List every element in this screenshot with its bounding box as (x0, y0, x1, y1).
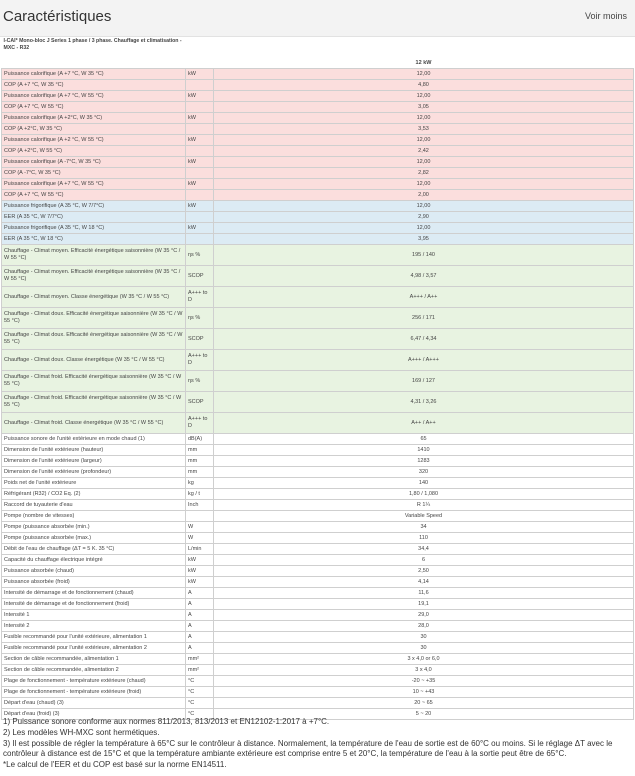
see-less-link[interactable]: Voir moins (584, 11, 627, 21)
spec-label: Fusible recommandé pour l'unité extérieure, alimentation 2 (2, 643, 186, 654)
table-row (2, 533, 634, 544)
spec-value: 12,00 (214, 69, 634, 80)
spec-value: 19,1 (214, 599, 634, 610)
spec-value: 12,00 (214, 113, 634, 124)
spec-unit: dB(A) (186, 434, 214, 445)
table-row (2, 632, 634, 643)
spec-unit: °C (186, 698, 214, 709)
spec-label: Puissance calorifique (A +7 °C, W 55 °C) (2, 179, 186, 190)
spec-unit: °C (186, 709, 214, 720)
spec-unit (186, 511, 214, 522)
spec-unit: kW (186, 157, 214, 168)
spec-label: Pompe (nombre de vitesses) (2, 511, 186, 522)
spec-label: Puissance calorifique (A +2 °C, W 55 °C) (2, 135, 186, 146)
spec-value: 4,31 / 3,26 (214, 392, 634, 413)
spec-unit: kW (186, 555, 214, 566)
table-row (2, 212, 634, 223)
spec-label: COP (A +7 °C, W 35 °C) (2, 80, 186, 91)
table-row (2, 102, 634, 113)
spec-label: Puissance sonore de l'unité extérieure en mode chaud (1) (2, 434, 186, 445)
spec-label: Raccord de tuyauterie d'eau (2, 500, 186, 511)
table-row (2, 69, 634, 80)
spec-label: Chauffage - Climat doux. Classe énergétique (W 35 °C / W 55 °C) (2, 350, 186, 371)
table-row (2, 157, 634, 168)
spec-unit: Inch (186, 500, 214, 511)
spec-label: Puissance frigorifique (A 35 °C, W 18 °C) (2, 223, 186, 234)
spec-label: Départ d'eau (chaud) (3) (2, 698, 186, 709)
spec-unit (186, 234, 214, 245)
spec-unit: mm (186, 456, 214, 467)
spec-label: Intensité de démarrage et de fonctionnement (chaud) (2, 588, 186, 599)
table-row (2, 308, 634, 329)
spec-value: 4,98 / 3,57 (214, 266, 634, 287)
table-row (2, 80, 634, 91)
table-row (2, 544, 634, 555)
spec-label: Fusible recommandé pour l'unité extérieure, alimentation 1 (2, 632, 186, 643)
spec-value: 29,0 (214, 610, 634, 621)
spec-label: Intensité de démarrage et de fonctionnement (froid) (2, 599, 186, 610)
spec-unit: mm (186, 445, 214, 456)
table-row (2, 621, 634, 632)
footnote-1: 1) Puissance sonore conforme aux normes 811/2013, 813/2013 et EN12102-1:2017 à +7°C. (3, 717, 330, 726)
table-row (2, 445, 634, 456)
spec-value: 12,00 (214, 157, 634, 168)
spec-value: 28,0 (214, 621, 634, 632)
spec-unit: A (186, 610, 214, 621)
table-row (2, 113, 634, 124)
spec-label: Dimension de l'unité extérieure (largeur) (2, 456, 186, 467)
spec-unit: kW (186, 113, 214, 124)
table-row (2, 676, 634, 687)
table-row (2, 245, 634, 266)
spec-label: Puissance absorbée (chaud) (2, 566, 186, 577)
table-row (2, 179, 634, 190)
spec-value: 256 / 171 (214, 308, 634, 329)
spec-label: Chauffage - Climat moyen. Efficacité énergétique saisonnière (W 35 °C / W 55 °C) (2, 266, 186, 287)
table-row (2, 577, 634, 588)
footnote-2: 2) Les modèles WH-MXC sont hermétiques. (3, 727, 160, 737)
spec-value: 3 x 4,0 (214, 665, 634, 676)
spec-value: 320 (214, 467, 634, 478)
section-header (0, 0, 635, 37)
spec-unit: ηs % (186, 371, 214, 392)
spec-unit: kg / t (186, 489, 214, 500)
table-row (2, 146, 634, 157)
table-row (2, 371, 634, 392)
spec-label: Puissance calorifique (A +7 °C, W 55 °C) (2, 91, 186, 102)
table-row (2, 234, 634, 245)
spec-unit: °C (186, 676, 214, 687)
spec-label: Chauffage - Climat moyen. Efficacité énergétique saisonnière (W 35 °C / W 55 °C) (2, 245, 186, 266)
spec-label: Puissance calorifique (A +2°C, W 35 °C) (2, 113, 186, 124)
spec-value: 12,00 (214, 179, 634, 190)
spec-label: Débit de l'eau de chauffage (ΔT = 5 K. 35 °C) (2, 544, 186, 555)
spec-unit: A+++ to D (186, 350, 214, 371)
table-row (2, 489, 634, 500)
spec-value: 3 x 4,0 or 6,0 (214, 654, 634, 665)
spec-label: Intensité 1 (2, 610, 186, 621)
spec-value: 2,82 (214, 168, 634, 179)
table-row (2, 478, 634, 489)
spec-value: 11,6 (214, 588, 634, 599)
spec-unit: L/min (186, 544, 214, 555)
spec-label: Plage de fonctionnement - température extérieure (froid) (2, 687, 186, 698)
spec-unit: kW (186, 91, 214, 102)
spec-unit: kg (186, 478, 214, 489)
specifications-body (2, 37, 634, 720)
model-title: I-CAI* Mono-bloc J Series 1 phase / 3 phase. Chauffage et climatisation - MXC - R32 (3, 38, 182, 51)
spec-unit: W (186, 522, 214, 533)
footnote-3: 3) Il est possible de régler la température à 65°C sur le contrôleur à distance. Normalement, la température de l'eau de sortie est de 60°C ou moins. Si le réglage ΔT avec le contrôleur à distance est de 15°C et que la température ambiante extérieure est comprise entre 5 et 20°C, la température de l'eau à la sortie peut être de 65°C. (3, 738, 613, 759)
spec-unit (186, 102, 214, 113)
footnotes (3, 717, 631, 771)
spec-label: COP (A +2°C, W 35 °C) (2, 124, 186, 135)
table-row (2, 201, 634, 212)
spec-value: 34,4 (214, 544, 634, 555)
spec-unit: A (186, 599, 214, 610)
spec-label: COP (A +2°C, W 55 °C) (2, 146, 186, 157)
table-row (2, 350, 634, 371)
spec-label: Dimension de l'unité extérieure (hauteur) (2, 445, 186, 456)
spec-label: COP (A -7°C, W 35 °C) (2, 168, 186, 179)
spec-label: Chauffage - Climat doux. Efficacité énergétique saisonnière (W 35 °C / W 55 °C) (2, 308, 186, 329)
spec-value: 5 ~ 20 (214, 709, 634, 720)
spec-unit: °C (186, 687, 214, 698)
spec-value: 195 / 140 (214, 245, 634, 266)
spec-unit: kW (186, 566, 214, 577)
spec-value: A+++ / A++ (214, 287, 634, 308)
table-row (2, 329, 634, 350)
spec-value: 4,80 (214, 80, 634, 91)
table-row (2, 643, 634, 654)
spec-unit (186, 190, 214, 201)
spec-label: Départ d'eau (froid) (3) (2, 709, 186, 720)
spec-unit (186, 168, 214, 179)
spec-label: COP (A +7 °C, W 55 °C) (2, 102, 186, 113)
spec-value: 20 ~ 65 (214, 698, 634, 709)
spec-value: 2,42 (214, 146, 634, 157)
spec-label: Puissance calorifique (A -7°C, W 35 °C) (2, 157, 186, 168)
spec-value: -20 ~ +35 (214, 676, 634, 687)
spec-unit: A+++ to D (186, 287, 214, 308)
spec-unit: A+++ to D (186, 413, 214, 434)
spec-unit: kW (186, 223, 214, 234)
spec-label: Dimension de l'unité extérieure (profondeur) (2, 467, 186, 478)
table-row (2, 124, 634, 135)
spec-value: 6,47 / 4,34 (214, 329, 634, 350)
spec-label: Chauffage - Climat doux. Efficacité énergétique saisonnière (W 35 °C / W 55 °C) (2, 329, 186, 350)
specifications-table (1, 37, 634, 720)
spec-label: Pompe (puissance absorbée (max.) (2, 533, 186, 544)
table-row (2, 467, 634, 478)
spec-unit (186, 124, 214, 135)
table-row (2, 500, 634, 511)
spec-unit: mm (186, 467, 214, 478)
spec-value: A+++ / A+++ (214, 350, 634, 371)
spec-value: 1283 (214, 456, 634, 467)
spec-value: A++ / A++ (214, 413, 634, 434)
table-row (2, 287, 634, 308)
spec-unit: kW (186, 135, 214, 146)
spec-unit: A (186, 643, 214, 654)
spec-unit: A (186, 588, 214, 599)
spec-unit: W (186, 533, 214, 544)
spec-label: Poids net de l'unité extérieure (2, 478, 186, 489)
spec-label: Chauffage - Climat froid. Efficacité énergétique saisonnière (W 35 °C / W 55 °C) (2, 371, 186, 392)
table-row (2, 413, 634, 434)
table-row (2, 456, 634, 467)
spec-label: Intensité 2 (2, 621, 186, 632)
table-row (2, 588, 634, 599)
table-row (2, 610, 634, 621)
spec-label: Puissance calorifique (A +7 °C, W 35 °C) (2, 69, 186, 80)
spec-label: Section de câble recommandée, alimentation 2 (2, 665, 186, 676)
spec-label: COP (A +7 °C, W 55 °C) (2, 190, 186, 201)
spec-unit: ηs % (186, 245, 214, 266)
table-title-row (2, 37, 634, 59)
table-header-row (2, 59, 634, 69)
spec-value: 10 ~ +43 (214, 687, 634, 698)
spec-label: Plage de fonctionnement - température extérieure (chaud) (2, 676, 186, 687)
spec-unit: mm² (186, 654, 214, 665)
spec-unit: A (186, 632, 214, 643)
spec-unit: kW (186, 577, 214, 588)
spec-value: 110 (214, 533, 634, 544)
spec-value: 1410 (214, 445, 634, 456)
spec-unit (186, 80, 214, 91)
spec-value: 169 / 127 (214, 371, 634, 392)
table-row (2, 266, 634, 287)
spec-label: Chauffage - Climat froid. Efficacité énergétique saisonnière (W 35 °C / W 55 °C) (2, 392, 186, 413)
table-row (2, 665, 634, 676)
spec-unit: ηs % (186, 308, 214, 329)
spec-unit: SCOP (186, 266, 214, 287)
spec-value: 12,00 (214, 201, 634, 212)
spec-value: 12,00 (214, 135, 634, 146)
section-title: Caractéristiques (3, 8, 112, 25)
spec-unit: kW (186, 69, 214, 80)
spec-unit: SCOP (186, 329, 214, 350)
spec-value: 1,80 / 1,080 (214, 489, 634, 500)
table-row (2, 511, 634, 522)
spec-value: 6 (214, 555, 634, 566)
spec-value: 2,50 (214, 566, 634, 577)
column-header-12kw: 12 kW (214, 59, 634, 69)
spec-value: 3,05 (214, 102, 634, 113)
spec-label: EER (A 35 °C, W 18 °C) (2, 234, 186, 245)
table-row (2, 434, 634, 445)
spec-value: 140 (214, 478, 634, 489)
table-row (2, 190, 634, 201)
spec-label: Capacité du chauffage électrique intégré (2, 555, 186, 566)
spec-label: Section de câble recommandée, alimentation 1 (2, 654, 186, 665)
spec-value: 65 (214, 434, 634, 445)
spec-value: 2,90 (214, 212, 634, 223)
spec-value: 3,95 (214, 234, 634, 245)
table-row (2, 168, 634, 179)
table-row (2, 392, 634, 413)
spec-value: 30 (214, 643, 634, 654)
table-row (2, 555, 634, 566)
table-row (2, 566, 634, 577)
spec-value: Variable Speed (214, 511, 634, 522)
spec-value: 34 (214, 522, 634, 533)
spec-unit: mm² (186, 665, 214, 676)
spec-label: Puissance frigorifique (A 35 °C, W 7/7°C) (2, 201, 186, 212)
spec-value: 4,14 (214, 577, 634, 588)
table-row (2, 135, 634, 146)
spec-unit: A (186, 621, 214, 632)
table-row (2, 687, 634, 698)
spec-label: Chauffage - Climat moyen. Classe énergétique (W 35 °C / W 55 °C) (2, 287, 186, 308)
spec-value: 3,53 (214, 124, 634, 135)
table-row (2, 599, 634, 610)
spec-label: Puissance absorbée (froid) (2, 577, 186, 588)
spec-unit: kW (186, 179, 214, 190)
spec-unit: SCOP (186, 392, 214, 413)
spec-value: 12,00 (214, 223, 634, 234)
table-row (2, 654, 634, 665)
table-row (2, 223, 634, 234)
spec-label: Chauffage - Climat froid. Classe énergétique (W 35 °C / W 55 °C) (2, 413, 186, 434)
spec-value: 2,00 (214, 190, 634, 201)
spec-value: R 1¼ (214, 500, 634, 511)
spec-unit (186, 212, 214, 223)
spec-unit: kW (186, 201, 214, 212)
footnote-4: *Le calcul de l'EER et du COP est basé sur la norme EN14511. (3, 760, 227, 770)
table-row (2, 522, 634, 533)
spec-value: 12,00 (214, 91, 634, 102)
spec-label: Réfrigérant (R32) / CO2 Eq. (2) (2, 489, 186, 500)
spec-value: 30 (214, 632, 634, 643)
spec-label: Pompe (puissance absorbée (min.) (2, 522, 186, 533)
table-row (2, 698, 634, 709)
spec-unit (186, 146, 214, 157)
table-row (2, 91, 634, 102)
spec-label: EER (A 35 °C, W 7/7°C) (2, 212, 186, 223)
